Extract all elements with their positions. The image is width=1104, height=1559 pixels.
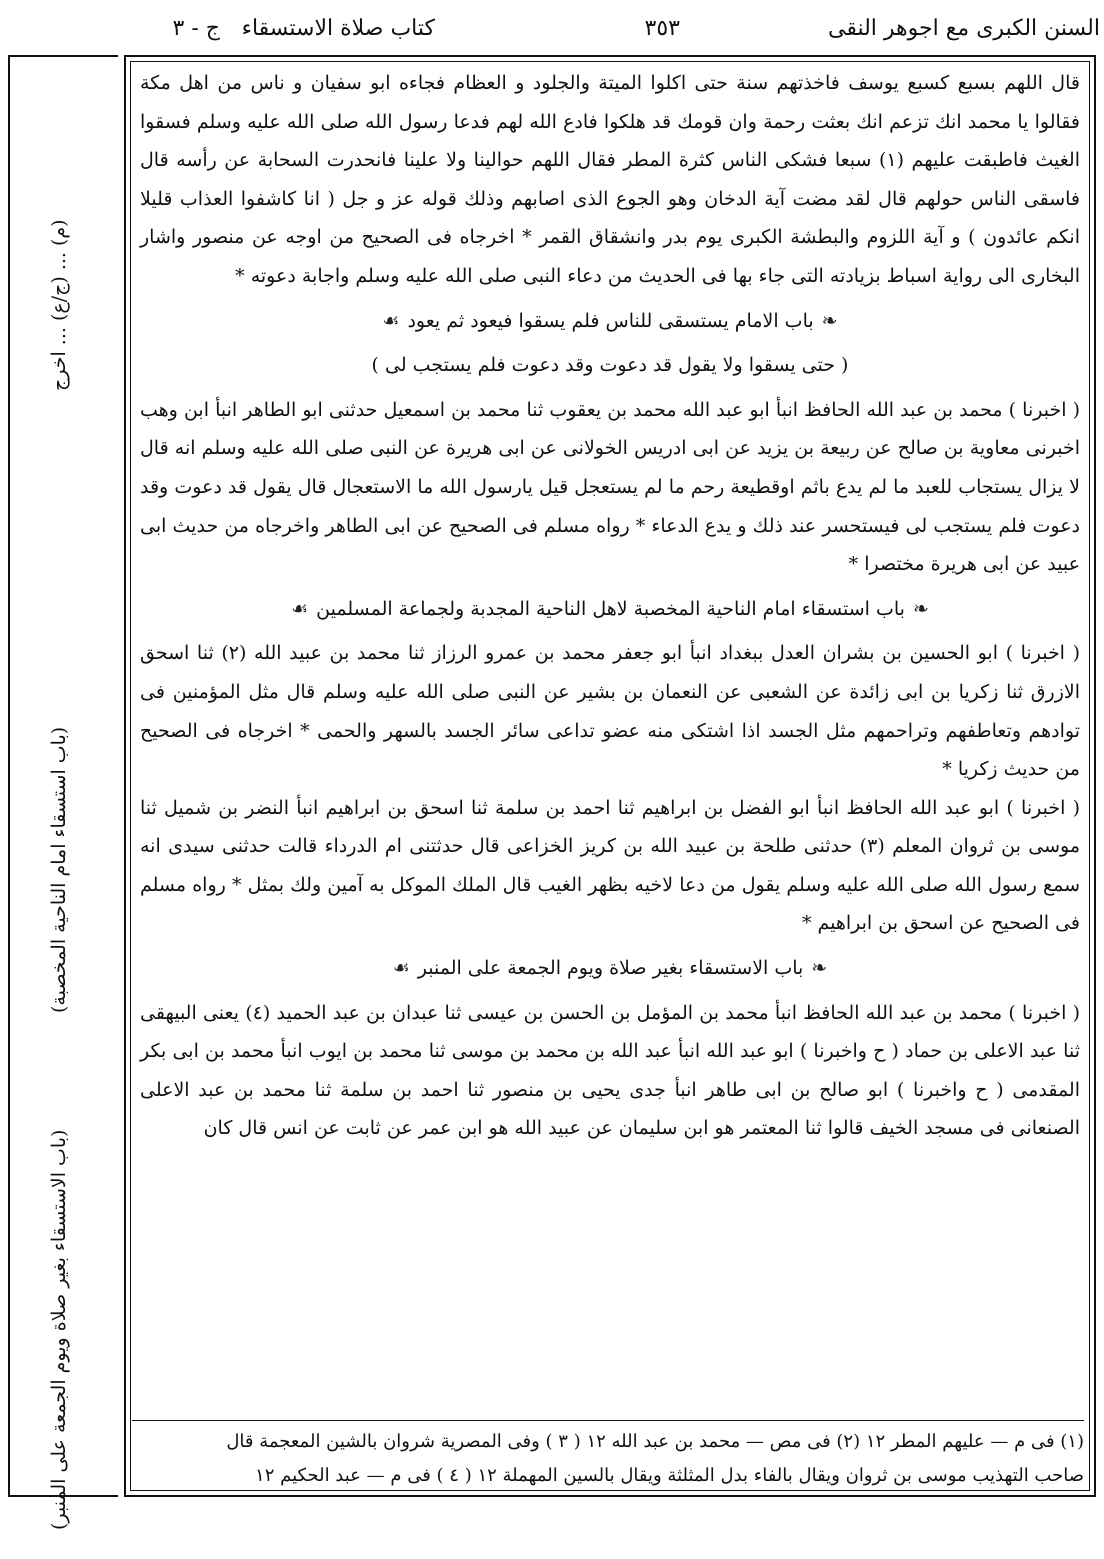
section-heading-1-text: باب الامام يستسقى للناس فلم يسقوا فيعود ثم يعود [407,309,814,332]
volume-number: ج - ٣ [172,16,220,41]
section-heading-2-text: باب استسقاء امام الناحية المخصبة لاهل الناحية المجدبة ولجماعة المسلمين [316,597,905,620]
section-3-paragraph-1: ( اخبرنا ) محمد بن عبد الله الحافظ انبأ محمد بن المؤمل بن الحسن بن عيسى ثنا عبدان بن عبد الحميد (٤) يعنى البيهقى ثنا عبد الاعلى بن حماد ( ح واخبرنا ) ابو عبد الله انبأ عبد الله بن محمد بن موسى ثنا محمد بن ايوب انبأ محمد بن ابى بكر المقدمى ( ح واخبرنا ) ابو صالح بن ابى طاهر انبأ جدى يحيى بن منصور ثنا احمد بن سلمة ثنا محمد بن عبد الاعلى الصنعانى فى مسجد الخيف قالوا ثنا المعتمر هو ابن سليمان عن عبيد الله هو ابن عمر عن ثابت عن انس قال كان [140,1001,1080,1140]
ornament-icon: ☙ [392,957,410,980]
ornament-icon: ❧ [912,597,929,620]
section-1-paragraph-1: ( اخبرنا ) محمد بن عبد الله الحافظ انبأ ابو عبد الله محمد بن يعقوب ثنا محمد بن اسمعيل حدثنى ابو الطاهر انبأ ابن وهب اخبرنى معاوية بن صالح عن ربيعة بن يزيد عن ابى ادريس الخولانى عن ابى هريرة عن النبى صلى الله عليه وسلم انه قال لا يزال يستجاب للعبد ما لم يدع باثم اوقطيعة رحم ما لم يستعجل قيل يارسول الله ما الاستعجال قال يقول قد دعوت وقد دعوت فلم يستجب لى فيستحسر عند ذلك و يدع الدعاء * رواه مسلم فى الصحيح عن ابى الطاهر واخرجاه من حديث ابى عبيد عن ابى هريرة مختصرا * [140,398,1080,576]
footnote-line-1: (١) فى م — عليهم المطر ١٢ (٢) فى مص — محمد بن عبد الله ١٢ ( ٣ ) وفى المصرية شروان بالشين المعجمة قال [226,1431,1084,1452]
ornament-icon: ☙ [382,309,400,332]
section-subheading-1: ( حتى يسقوا ولا يقول قد دعوت وقد دعوت فلم يستجب لى ) [371,354,849,377]
section-heading-3-text: باب الاستسقاء بغير صلاة ويوم الجمعة على المنبر [417,957,804,980]
ornament-icon: ❧ [821,309,838,332]
footnotes [132,1420,1084,1495]
chapter-title: كتاب صلاة الاستسقاء [241,16,435,41]
section-heading-3 [140,949,1080,988]
section-heading-1 [140,302,1080,341]
margin-note-1: (م) ... (ج/ع) ... اخرج [48,219,70,391]
margin-note-2: (باب استسقاء امام الناحية المخصبة) [48,726,70,1014]
ornament-icon: ☙ [291,597,309,620]
section-heading-2 [140,590,1080,629]
section-2-paragraph-1: ( اخبرنا ) ابو الحسين بن بشران العدل ببغداد انبأ ابو جعفر محمد بن عمرو الرزاز ثنا محمد بن عبيد الله (٢) ثنا اسحق الازرق ثنا زكريا بن ابى زائدة عن الشعبى عن النعمان بن بشير عن النبى صلى الله عليه وسلم قال مثل المؤمنين فى توادهم وتعاطفهم وتراحمهم مثل الجسد اذا اشتكى منه عضو تداعى سائر الجسد بالسهر والحمى * اخرجاه فى الصحيح من حديث زكريا * [140,642,1080,781]
main-text [140,64,1080,1404]
book-title: السنن الكبرى مع اجوهر النقى [828,16,1100,41]
footnote-line-2: صاحب التهذيب موسى بن ثروان ويقال بالفاء بدل المثلثة ويقال بالسين المهملة ١٢ ( ٤ ) فى م — عبد الحكيم ١٢ [255,1465,1084,1486]
paragraph-intro: قال اللهم بسبع كسبع يوسف فاخذتهم سنة حتى اكلوا الميتة والجلود و العظام فجاءه ابو سفيان و ناس من اهل مكة فقالوا يا محمد انك تزعم انك بعثت رحمة وان قومك قد هلكوا فادع الله لهم فدعا رسول الله صلى الله عليه وسلم فسقوا الغيث فاطبقت عليهم (١) سبعا فشكى الناس كثرة المطر فقال اللهم حوالينا ولا علينا فانحدرت السحابة عن رأسه قال فاسقى الناس حولهم قال لقد مضت آية الدخان وهو الجوع الذى اصابهم وذلك قوله عز و جل ( انا كاشفوا العذاب قليلا انكم عائدون ) و آية اللزوم والبطشة الكبرى يوم بدر وانشقاق القمر * اخرجاه فى الصحيح من اوجه عن منصور واشار البخارى الى رواية اسباط بزيادته التى جاء بها فى الحديث من دعاء النبى صلى الله عليه وسلم واجابة دعوته * [140,72,1081,287]
page-number: ٣٥٣ [644,16,680,41]
margin-note-3: (باب الاستسقاء بغير صلاة ويوم الجمعة على المنبر) [48,1129,70,1531]
ornament-icon: ❧ [811,957,828,980]
page-header [60,8,1100,56]
section-2-paragraph-2: ( اخبرنا ) ابو عبد الله الحافظ انبأ ابو الفضل بن ابراهيم ثنا احمد بن سلمة ثنا اسحق بن ابراهيم انبأ النضر بن شميل ثنا موسى بن ثروان المعلم (٣) حدثنى طلحة بن عبيد الله بن كريز الخزاعى قال حدثتنى ام الدرداء قالت حدثنى سيدى انه سمع رسول الله صلى الله عليه وسلم يقول من دعا لاخيه بظهر الغيب قال الملك الموكل به آمين ولك بمثل * رواه مسلم فى الصحيح عن اسحق بن ابراهيم * [140,796,1081,935]
